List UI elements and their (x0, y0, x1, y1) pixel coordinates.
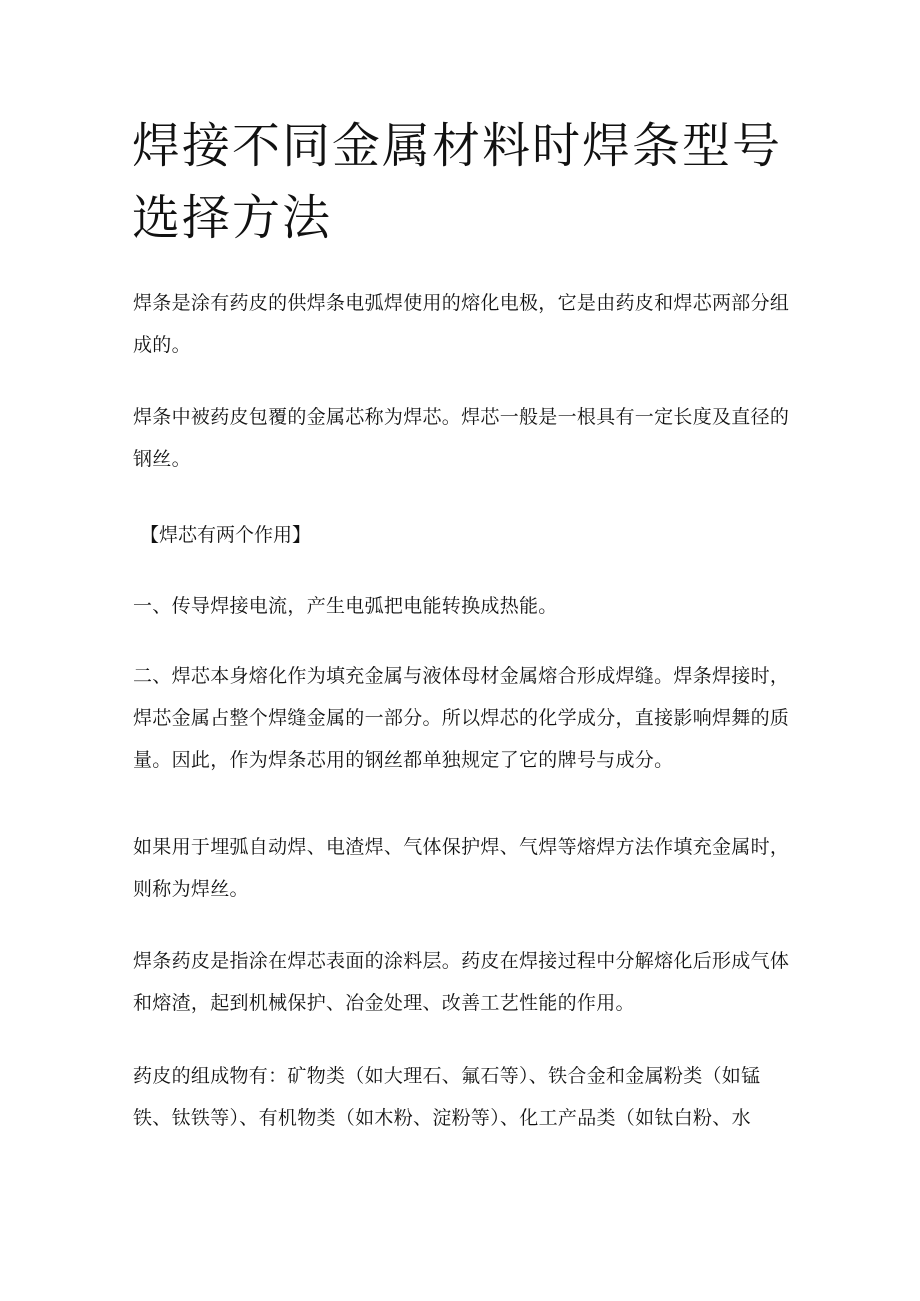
list-item-conduct-current: 一、传导焊接电流，产生电弧把电能转换成热能。 (133, 595, 558, 617)
paragraph-coating-definition: 焊条药皮是指涂在焊芯表面的涂料层。药皮在焊接过程中分解熔化后形成气体和熔渣，起到机械保护、冶金处理、改善工艺性能的作用。 (133, 950, 790, 1014)
section-heading: 【焊芯有两个作用】 (140, 524, 312, 546)
paragraph-welding-wire: 如果用于埋弧自动焊、电渣焊、气体保护焊、气焊等熔焊方法作填充金属时，则称为焊丝。 (133, 836, 790, 900)
list-item-filler-metal: 二、焊芯本身熔化作为填充金属与液体母材金属熔合形成焊缝。焊条焊接时，焊芯金属占整个焊缝金属的一部分。所以焊芯的化学成分，直接影响焊舞的质量。因此，作为焊条芯用的钢丝都单独规定了它的牌号与成分。 (133, 665, 790, 771)
document-title: 焊接不同金属材料时焊条型号选择方法 (132, 118, 783, 246)
paragraph-electrode-definition: 焊条是涂有药皮的供焊条电弧焊使用的熔化电极，它是由药皮和焊芯两部分组成的。 (133, 292, 790, 356)
paragraph-coating-components: 药皮的组成物有：矿物类（如大理石、氟石等）、铁合金和金属粉类（如锰铁、钛铁等）、有机物类（如木粉、淀粉等）、化工产品类（如钛白粉、水 (133, 1065, 761, 1129)
paragraph-core-definition: 焊条中被药皮包覆的金属芯称为焊芯。焊芯一般是一根具有一定长度及直径的钢丝。 (133, 406, 790, 470)
